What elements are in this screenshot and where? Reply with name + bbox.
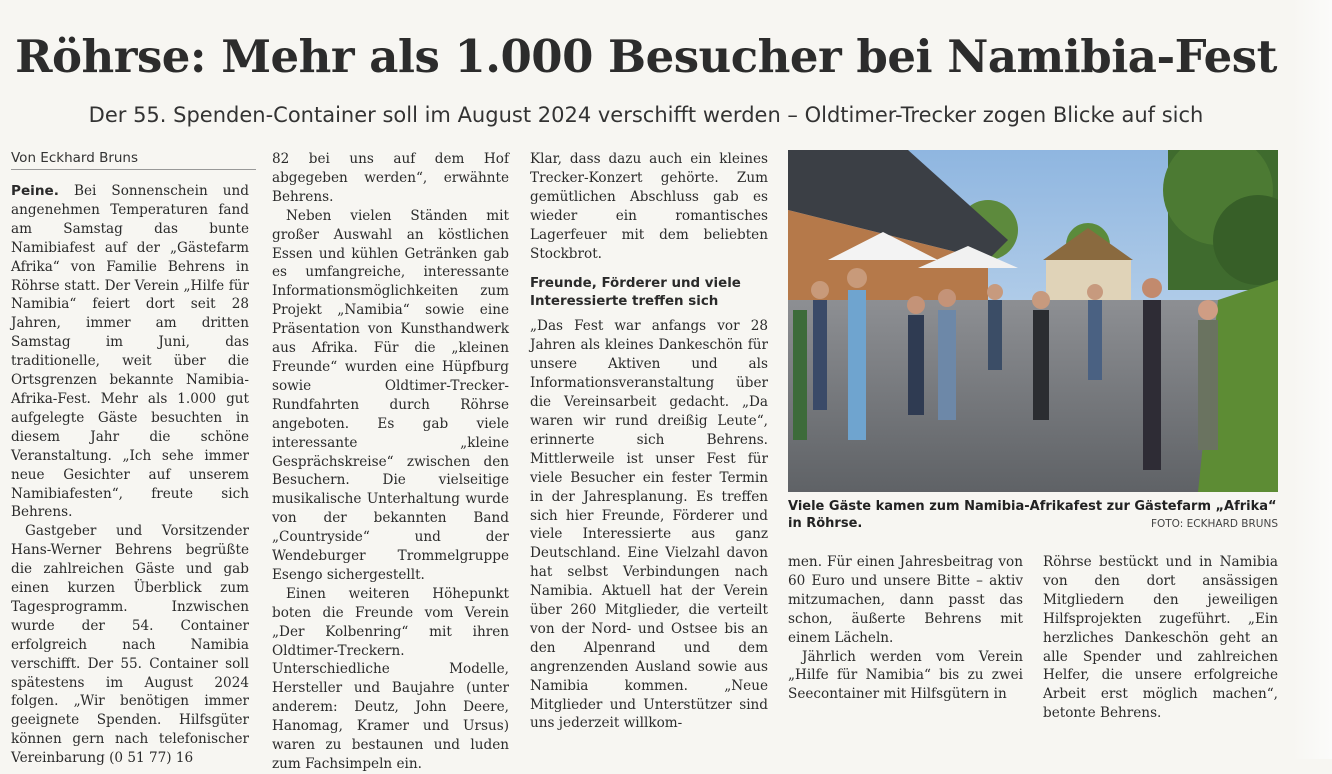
paragraph: Gastgeber und Vorsitzender Hans-Werner Behrens begrüßte die zahlreichen Gäste und gab einen kurzen Überblick zum Tagesprogramm. Inzwischen wurde der 54. Container erfolgreich nach Namibia verschifft. Der 55. Container soll spätestens im August 2024 folgen. „Wir benötigen immer geeignete Spenden. Hilfsgüter können gern nach telefonischer Vereinbarung (0 51 77) 16	[11, 523, 249, 767]
text-column-2	[272, 150, 509, 774]
photo-credit: FOTO: ECKHARD BRUNS	[1150, 518, 1278, 530]
page-edge	[1292, 0, 1332, 759]
paragraph	[11, 182, 249, 522]
dateline: Peine.	[11, 183, 59, 199]
article-headline: Röhrse: Mehr als 1.000 Besucher bei Namibia-Fest	[15, 30, 1277, 83]
article-subheadline: Der 55. Spenden-Container soll im August 2024 verschifft werden – Oldtimer-Trecker zogen Blicke auf sich	[88, 103, 1204, 127]
text-column-5	[1043, 553, 1278, 723]
photo-caption: Viele Gäste kamen zum Namibia-Afrikafest zur Gästefarm „Afrika“ in Röhrse.	[788, 499, 1277, 531]
byline: Von Eckhard Bruns	[11, 150, 256, 170]
paragraph: Einen weiteren Höhepunkt boten die Freunde vom Verein „Der Kolbenring“ mit ihren Oldtimer-Treckern. Unterschiedliche Modelle, Hersteller und Baujahre (unter anderem: Deutz, John Deere, Hanomag, Kramer und Ursus) waren zu bestaunen und luden zum Fachsimpeln ein.	[272, 585, 509, 772]
paragraph: Klar, dass dazu auch ein kleines Trecker-Konzert gehörte. Zum gemütlichen Abschluss gab es wieder ein romantisches Lagerfeuer mit dem beliebten Stockbrot.	[530, 151, 768, 262]
festival-photo	[788, 150, 1278, 492]
festival-photo-image	[788, 150, 1278, 492]
paragraph: 82 bei uns auf dem Hof abgegeben werden“, erwähnte Behrens.	[272, 151, 509, 205]
section-subheading: Freunde, Förderer und viele Interessierte treffen sich	[530, 276, 741, 310]
paragraph-text: Bei Sonnenschein und angenehmen Temperaturen fand am Samstag das bunte Namibiafest auf der „Gästefarm Afrika“ von Familie Behrens in Röhrse statt. Der Verein „Hilfe für Namibia“ feiert dort seit 28 Jahren, immer am dritten Samstag im Juni, das traditionelle, weit über die Ortsgrenzen bekannte Namibia-Afrika-Fest. Mehr als 1.000 gut aufgelegte Gäste besuchten in diesem Jahr die schöne Veranstaltung. „Ich sehe immer neue Gesichter auf unserem Namibiafesten“, freute sich Behrens.	[11, 183, 249, 521]
paragraph: men. Für einen Jahresbeitrag von 60 Euro und unsere Bitte – aktiv mitzumachen, dann passt das schon, äußerte Behrens mit einem Lächeln.	[788, 554, 1023, 646]
text-column-1	[11, 182, 249, 768]
text-column-3	[530, 150, 768, 733]
paragraph: Jährlich werden vom Verein „Hilfe für Namibia“ bis zu zwei Seecontainer mit Hilfsgütern in	[788, 648, 1023, 703]
paragraph: Neben vielen Ständen mit großer Auswahl an köstlichen Essen und kühlen Getränken gab es umfangreiche, interessante Informationsmöglichkeiten zum Projekt „Namibia“ sowie eine Präsentation von Kunsthandwerk aus Afrika. Für die „kleinen Freunde“ wurden eine Hüpfburg sowie Oldtimer-Trecker-Rundfahrten durch Röhrse angeboten. Es gab viele interessante „kleine Gesprächskreise“ zwischen den Besuchern. Die vielseitige musikalische Unterhaltung wurde von der bekannten Band „Countryside“ und der Wendeburger Trommelgruppe Esengo sichergestellt.	[272, 207, 509, 583]
paragraph: Röhrse bestückt und in Namibia von den dort ansässigen Mitgliedern den jeweiligen Hilfsprojekten zugeführt. „Ein herzliches Dankeschön geht an alle Spender und zahlreichen Helfer, die unsere erfolgreiche Arbeit erst möglich machen“, betonte Behrens.	[1043, 554, 1278, 722]
paragraph: „Das Fest war anfangs vor 28 Jahren als kleines Dankeschön für unsere Aktiven und als Informationsveranstaltung über die Vereinsarbeit gedacht. „Da waren wir rund dreißig Leute“, erinnerte sich Behrens. Mittlerweile ist unser Fest für viele Besucher ein fester Termin in der Jahresplanung. Es treffen sich hier Freunde, Förderer und viele Interessierte aus ganz Deutschland. Eine Vielzahl davon hat selbst Verbindungen nach Namibia. Aktuell hat der Verein über 260 Mitglieder, die verteilt von der Nord- und Ostsee bis an den Alpenrand und dem angrenzenden Ausland sowie aus Namibia kommen. „Neue Mitglieder und Unterstützer sind uns jederzeit willkom-	[530, 318, 768, 732]
text-column-4	[788, 553, 1023, 704]
